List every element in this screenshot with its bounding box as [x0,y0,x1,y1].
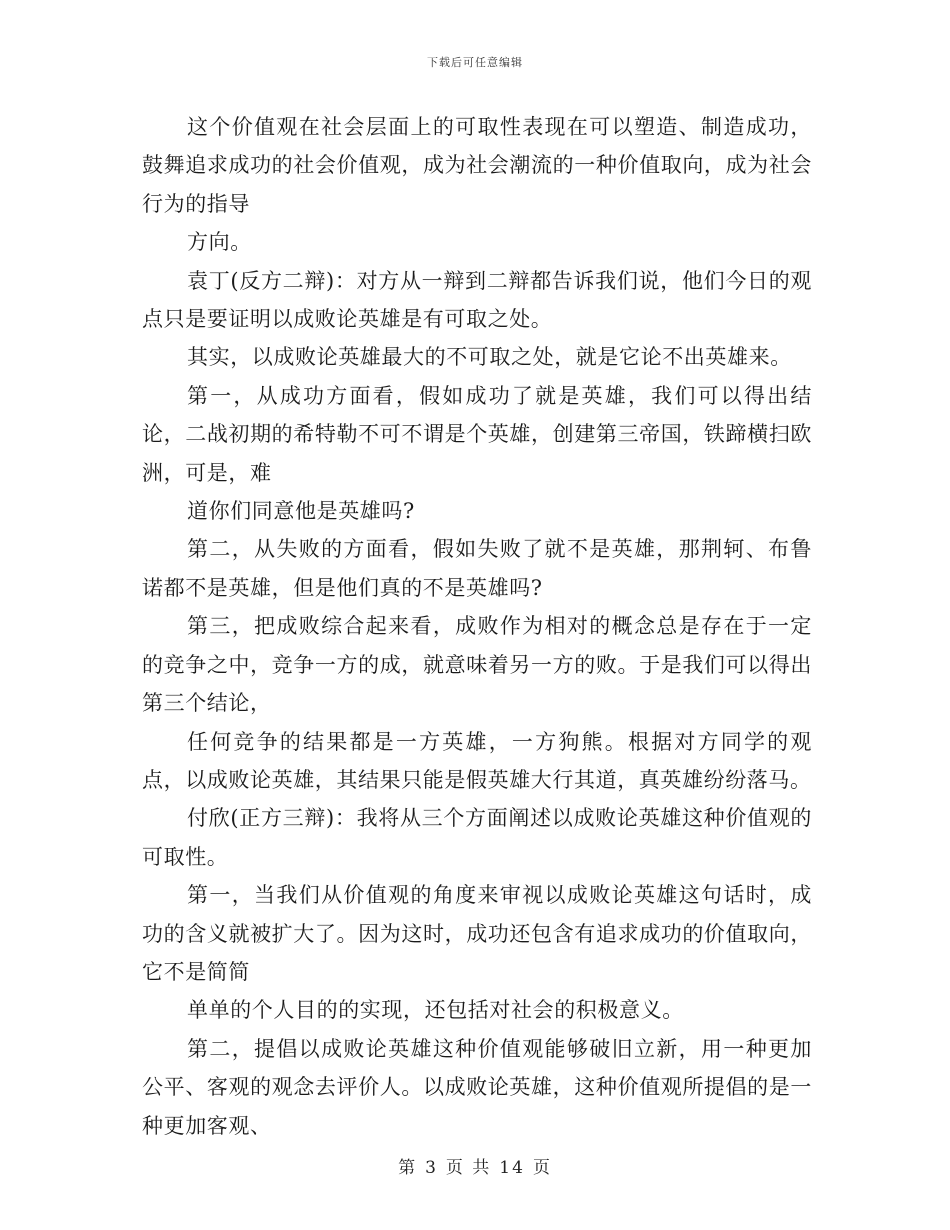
page-footer [0,1153,950,1178]
paragraph: 任何竞争的结果都是一方英雄，一方狗熊。根据对方同学的观点，以成败论英雄，其结果只能是假英雄大行其道，真英雄纷纷落马。 [142,729,812,792]
paragraph: 袁丁(反方二辩)：对方从一辩到二辩都告诉我们说，他们今日的观点只是要证明以成败论英雄是有可取之处。 [142,268,812,332]
paragraph: 付欣(正方三辩)：我将从三个方面阐述以成败论英雄这种价值观的可取性。 [142,806,812,869]
paragraph: 道你们同意他是英雄吗? [187,499,415,524]
paragraph: 第一，当我们从价值观的角度来审视以成败论英雄这句话时，成功的含义就被扩大了。因为这时，成功还包含有追求成功的价值取向，它不是简简 [142,883,812,984]
paragraph: 第三，把成败综合起来看，成败作为相对的概念总是存在于一定的竞争之中，竞争一方的成，就意味着另一方的败。于是我们可以得出第三个结论， [142,614,812,716]
paragraph: 其实，以成败论英雄最大的不可取之处，就是它论不出英雄来。 [187,345,792,370]
paragraph: 方向。 [187,230,252,255]
page-number: 3 [425,1158,438,1178]
paragraph: 单单的个人目的的实现，还包括对社会的积极意义。 [187,998,684,1023]
paragraph: 第二，提倡以成败论英雄这种价值观能够破旧立新，用一种更加公平、客观的观念去评价人。以成败论英雄，这种价值观所提倡的是一种更加客观、 [142,1036,812,1138]
paragraph: 这个价值观在社会层面上的可取性表现在可以塑造、制造成功，鼓舞追求成功的社会价值观，成为社会潮流的一种价值取向，成为社会行为的指导 [142,115,812,216]
page-total: 14 [499,1158,525,1178]
page-header: 下载后可任意编辑 [427,56,523,69]
paragraph: 第一，从成功方面看，假如成功了就是英雄，我们可以得出结论，二战初期的希特勒不可不谓是个英雄，创建第三帝国，铁蹄横扫欧洲，可是，难 [142,383,812,485]
document-body [142,108,812,1145]
page-footer-suffix: 页 [532,1158,552,1178]
page-footer-prefix: 第 [398,1158,418,1178]
paragraph: 第二，从失败的方面看，假如失败了就不是英雄，那荆轲、布鲁诺都不是英雄，但是他们真的不是英雄吗? [142,537,812,600]
page-footer-mid: 页 共 [445,1158,492,1178]
